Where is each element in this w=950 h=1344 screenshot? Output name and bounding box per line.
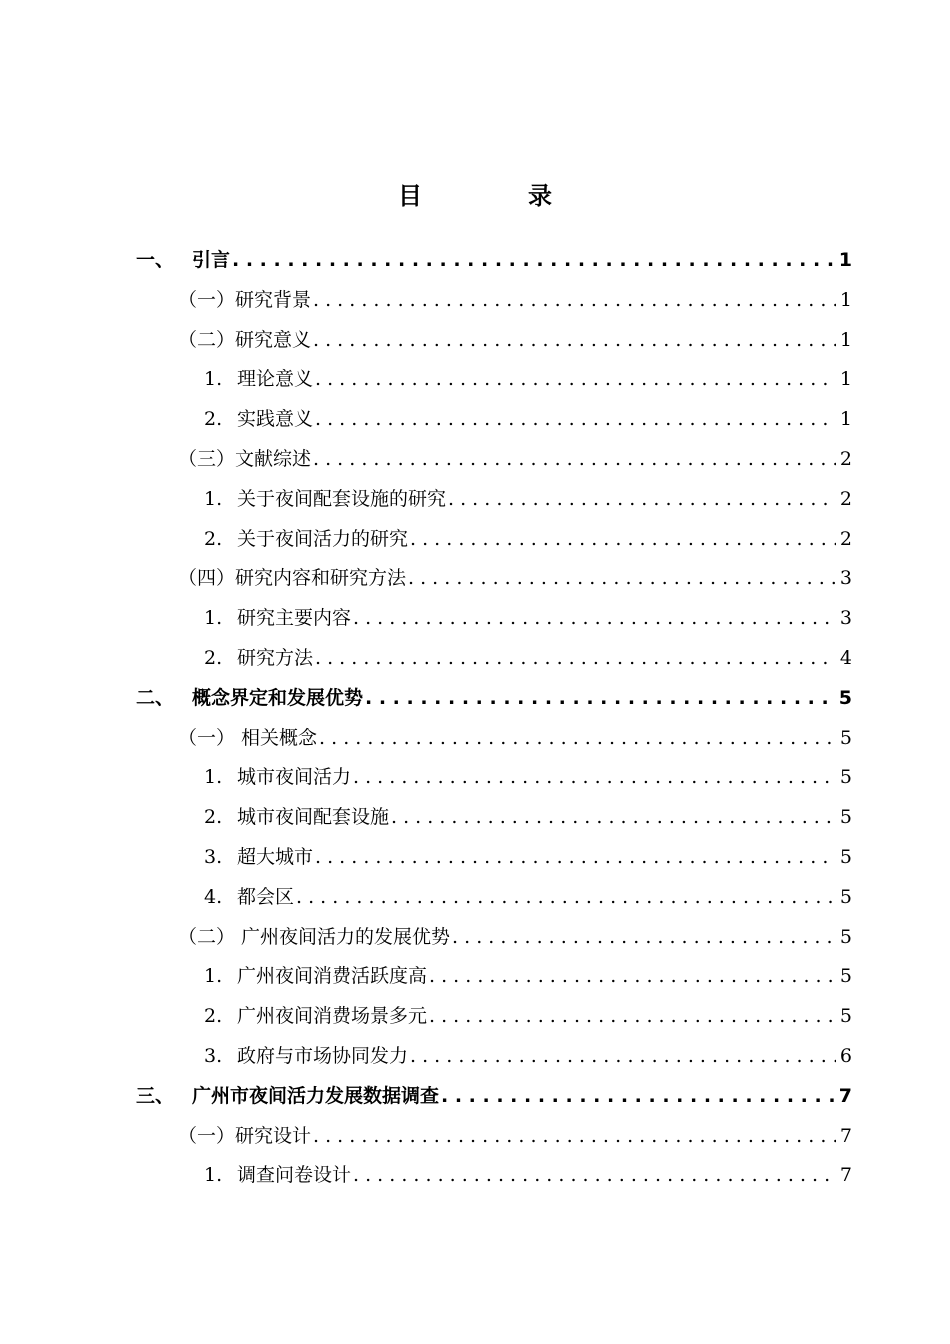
toc-dot-leader	[232, 240, 836, 280]
toc-entry-label: 研究方法	[237, 647, 314, 669]
toc-dot-leader	[315, 399, 836, 439]
toc-entry-page-number: 5	[839, 726, 852, 749]
toc-dot-leader	[429, 956, 836, 996]
toc-entry[interactable]	[204, 638, 852, 678]
toc-entry-label: （一）研究背景	[178, 288, 312, 311]
toc-entry-label: （一） 相关概念	[178, 726, 318, 749]
toc-entry-number: 4.	[204, 885, 223, 908]
toc-entry[interactable]	[204, 399, 852, 439]
toc-entry-label: 广州夜间消费活跃度高	[237, 965, 428, 988]
toc-entry-page-number: 2	[839, 487, 852, 510]
toc-entry[interactable]	[204, 757, 852, 797]
toc-dot-leader	[429, 996, 836, 1036]
toc-entry-label: 超大城市	[237, 846, 314, 868]
toc-entry[interactable]	[136, 678, 852, 718]
toc-entry-page-number: 3	[839, 607, 852, 630]
toc-entry-label: 广州夜间消费场景多元	[237, 1005, 428, 1028]
toc-entry-label: 广州市夜间活力发展数据调查	[192, 1084, 440, 1107]
toc-dot-leader	[313, 280, 836, 320]
toc-entry-label: 研究主要内容	[237, 607, 352, 630]
toc-entry-page-number: 1	[839, 288, 852, 311]
toc-entry-page-number: 1	[838, 249, 852, 271]
toc-entry-number: 2.	[204, 527, 223, 550]
toc-dot-leader	[391, 797, 836, 837]
toc-entry[interactable]	[204, 877, 852, 917]
toc-entry-label: 实践意义	[237, 408, 314, 431]
toc-entry-label: 关于夜间活力的研究	[237, 527, 409, 550]
toc-entry-number: 1.	[204, 607, 223, 630]
toc-entry[interactable]	[178, 1116, 852, 1156]
toc-entry[interactable]	[178, 558, 852, 598]
toc-entry-page-number: 5	[839, 766, 852, 789]
toc-entry[interactable]	[204, 956, 852, 996]
toc-entry[interactable]	[204, 797, 852, 837]
toc-entry[interactable]	[178, 320, 852, 360]
title-char-right: 录	[528, 182, 552, 210]
toc-entry-page-number: 4	[839, 647, 852, 669]
toc-dot-leader	[353, 757, 836, 797]
toc-entry-label: 关于夜间配套设施的研究	[237, 487, 447, 510]
toc-entry-number: 三、	[136, 1084, 175, 1107]
toc-dot-leader	[441, 1076, 836, 1116]
page-title	[0, 176, 950, 216]
toc-dot-leader	[410, 1036, 836, 1076]
toc-entry-number: 一、	[136, 249, 175, 271]
toc-entry-page-number: 5	[839, 846, 852, 868]
toc-entry[interactable]	[204, 598, 852, 638]
toc-dot-leader	[315, 638, 836, 678]
toc-entry-page-number: 1	[839, 328, 852, 351]
toc-dot-leader	[448, 479, 836, 519]
toc-dot-leader	[315, 837, 836, 877]
toc-entry-number: 2.	[204, 408, 223, 431]
toc-entry-label: 城市夜间配套设施	[237, 806, 390, 829]
toc-entry[interactable]	[178, 280, 852, 320]
toc-entry-number: 1.	[204, 766, 223, 789]
toc-dot-leader	[365, 678, 836, 718]
toc-entry-number: 3.	[204, 846, 223, 868]
toc-entry-number: 1.	[204, 965, 223, 988]
toc-entry-page-number: 7	[839, 1124, 852, 1147]
toc-entry-label: （二） 广州夜间活力的发展优势	[178, 925, 451, 948]
toc-entry-number: 2.	[204, 806, 223, 829]
toc-entry[interactable]	[204, 479, 852, 519]
toc-entry[interactable]	[136, 240, 852, 280]
toc-entry-page-number: 5	[839, 925, 852, 948]
toc-entry-page-number: 2	[839, 527, 852, 550]
toc-entry-number: 2.	[204, 647, 223, 669]
toc-dot-leader	[296, 877, 836, 917]
toc-entry-label: （三）文献综述	[178, 448, 312, 470]
toc-entry-label: 都会区	[237, 885, 295, 908]
toc-entry-number: 二、	[136, 686, 175, 709]
toc-entry-page-number: 7	[838, 1084, 852, 1107]
toc-dot-leader	[313, 320, 836, 360]
toc-dot-leader	[319, 718, 836, 758]
toc-entry-page-number: 1	[839, 368, 852, 391]
toc-entry-label: 调查问卷设计	[237, 1164, 352, 1187]
toc-dot-leader	[315, 359, 836, 399]
toc-entry-page-number: 5	[839, 806, 852, 829]
toc-entry[interactable]	[204, 837, 852, 877]
toc-entry-page-number: 1	[839, 408, 852, 431]
title-char-left: 目	[398, 182, 422, 210]
toc-entry-label: 政府与市场协同发力	[237, 1045, 409, 1067]
toc-entry-page-number: 5	[839, 965, 852, 988]
toc-entry-page-number: 6	[839, 1045, 852, 1067]
toc-entry[interactable]	[178, 917, 852, 957]
toc-entry-label: （一）研究设计	[178, 1124, 312, 1147]
toc-entry-page-number: 5	[838, 686, 852, 709]
toc-entry-number: 1.	[204, 368, 223, 391]
toc-entry[interactable]	[204, 996, 852, 1036]
toc-entry[interactable]	[204, 1036, 852, 1076]
toc-dot-leader	[452, 917, 836, 957]
toc-entry[interactable]	[178, 718, 852, 758]
toc-entry-label: 概念界定和发展优势	[192, 686, 364, 709]
toc-entry[interactable]	[204, 519, 852, 559]
toc-entry-page-number: 2	[839, 448, 852, 470]
toc-dot-leader	[313, 1116, 836, 1156]
toc-dot-leader	[353, 1155, 836, 1195]
toc-entry[interactable]	[204, 359, 852, 399]
toc-entry-label: 城市夜间活力	[237, 766, 352, 789]
toc-entry[interactable]	[136, 1076, 852, 1116]
toc-entry[interactable]	[204, 1155, 852, 1195]
toc-entry-number: 3.	[204, 1045, 223, 1067]
toc-entry-number: 1.	[204, 487, 223, 510]
toc-entry-page-number: 7	[839, 1164, 852, 1187]
toc-entry-label: 引言	[192, 249, 231, 271]
toc-entry-label: 理论意义	[237, 368, 314, 391]
toc-entry-number: 2.	[204, 1005, 223, 1028]
toc-entry-page-number: 5	[839, 885, 852, 908]
toc-entry[interactable]	[178, 439, 852, 479]
toc-entry-label: （二）研究意义	[178, 328, 312, 351]
toc-dot-leader	[353, 598, 836, 638]
toc-entry-number: 1.	[204, 1164, 223, 1187]
toc-dot-leader	[313, 439, 836, 479]
toc-entry-label: （四）研究内容和研究方法	[178, 567, 407, 590]
toc-entry-page-number: 5	[839, 1005, 852, 1028]
toc-dot-leader	[408, 558, 836, 598]
toc-entry-page-number: 3	[839, 567, 852, 590]
toc-dot-leader	[410, 519, 836, 559]
